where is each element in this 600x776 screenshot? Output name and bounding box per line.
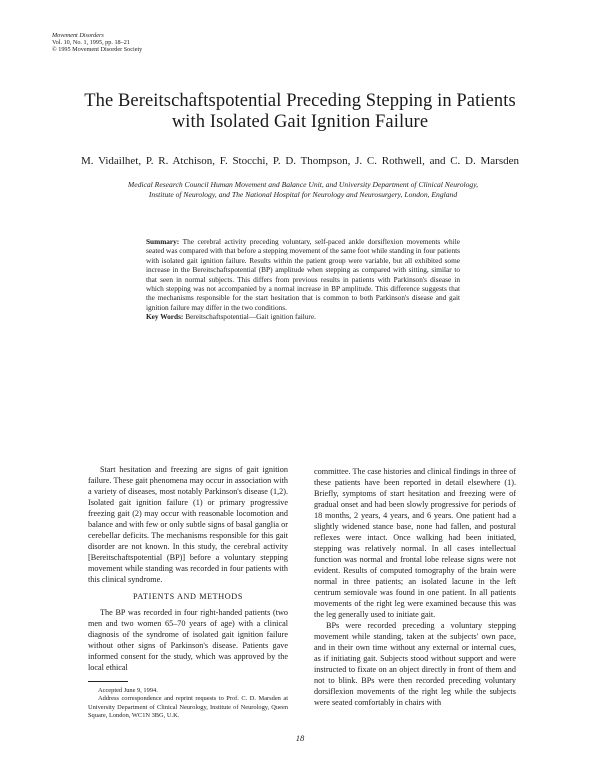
title-line-1: The Bereitschaftspotential Preceding Stepping in Patients (84, 91, 516, 111)
footnote-rule (88, 681, 128, 682)
affiliation-line-2: Institute of Neurology, and The National Hospital for Neurology and Neurosurgery, London, England (148, 190, 458, 199)
affiliation (58, 180, 548, 200)
recording-paragraph: BPs were recorded preceding a voluntary stepping movement while standing, taken at the subjects' own pace, and in their own time without any external or internal cues, as if initiating gait. Subjects stood without support and were instructed to fixate on an object directly in front of them and not to blink. BPs were then recorded preceding voluntary dorsiflexion movements of the right leg while the subjects were seated comfortably in chairs with (314, 621, 516, 707)
title-line-2: with Isolated Gait Ignition Failure (171, 112, 429, 132)
page-number: 18 (295, 733, 305, 743)
case-history-paragraph: committee. The case histories and clinical findings in three of these patients have been reported in detail elsewhere (1). Briefly, symptoms of start hesitation and freezing were of gradual onset and had been slowly progressive for periods of 18 months, 2 years, 4 years, and 6 years. One patient had a slightly widened stance base, none had fallen, and postural reflexes were intact. Once walking had been initiated, stepping was relatively normal. In all cases intellectual function was normal and frontal lobe release signs were not evident. Results of computed tomography of the brain were normal in three patients; an isolated lacune in the left centrum semiovale was found in one patient. In all patients movements of the right leg were examined because this was the leg generally used to initiate gait. (314, 467, 516, 619)
footnote (88, 687, 288, 720)
right-column (314, 466, 516, 708)
author-list: M. Vidailhet, P. R. Atchison, F. Stocchi, P. D. Thompson, J. C. Rothwell, and C. D. Marsden (81, 155, 519, 167)
keywords-label: Key Words: (146, 312, 184, 322)
correspondence-address: Address correspondence and reprint requests to Prof. C. D. Marsden at University Department of Clinical Neurology, Institute of Neurology, Queen Square, London, WC1N 3BG, U.K. (88, 695, 288, 719)
left-column (88, 464, 288, 673)
journal-name: Movement Disorders (52, 32, 104, 39)
article-title (40, 91, 560, 133)
affiliation-line-1: Medical Research Council Human Movement and Balance Unit, and University Department of Clinical Neurology, (127, 180, 479, 189)
journal-copyright: © 1995 Movement Disorder Society (52, 46, 143, 54)
intro-paragraph: Start hesitation and freezing are signs of gait ignition failure. These gait phenomena may occur in association with a variety of diseases, most notably Parkinson's disease (1,2). Isolated gait ignition failure (1) or primary progressive freezing gait (2) may occur with reasonable locomotion and balance and with few or only subtle signs of basal ganglia or cerebellar deficits. The mechanisms responsible for this gait disorder are not known. In this study, the cerebral activity [Bereitschaftspotential (BP)] before a voluntary stepping movement while standing was recorded in four patients with this clinical syndrome. (88, 465, 288, 584)
methods-paragraph: The BP was recorded in four right-handed patients (two men and two women 65–70 years of age) with a clinical diagnosis of the syndrome of isolated gait ignition failure without other signs of Parkinson's disease. Patients gave informed consent for the study, which was approved by the local ethical (88, 608, 288, 672)
summary-text: The cerebral activity preceding voluntary, self-paced ankle dorsiflexion movements while seated was compared with that before a stepping movement of the same foot while standing in four patients with isolated gait ignition failure. Results within the patient group were variable, but all exhibited some increase in the Bereitschaftspotential (BP) amplitude when stepping as compared with sitting, similar to that seen in normal subjects. This differs from previous results in patients with Parkinson's disease in which stepping was not accompanied by a normal increase in BP amplitude. This difference suggests that the mechanisms responsible for the start hesitation that is common to both Parkinson's disease and gait ignition failure may differ in the two conditions. (146, 237, 460, 312)
keywords-text: Bereitschaftspotential—Gait ignition failure. (185, 312, 316, 322)
journal-volume: Vol. 10, No. 1, 1995, pp. 18–21 (52, 39, 130, 47)
summary-label: Summary: (146, 237, 180, 246)
journal-header (52, 32, 142, 54)
methods-heading: PATIENTS AND METHODS (133, 592, 243, 601)
accepted-date: Accepted June 9, 1994. (98, 687, 158, 694)
abstract (146, 237, 460, 322)
